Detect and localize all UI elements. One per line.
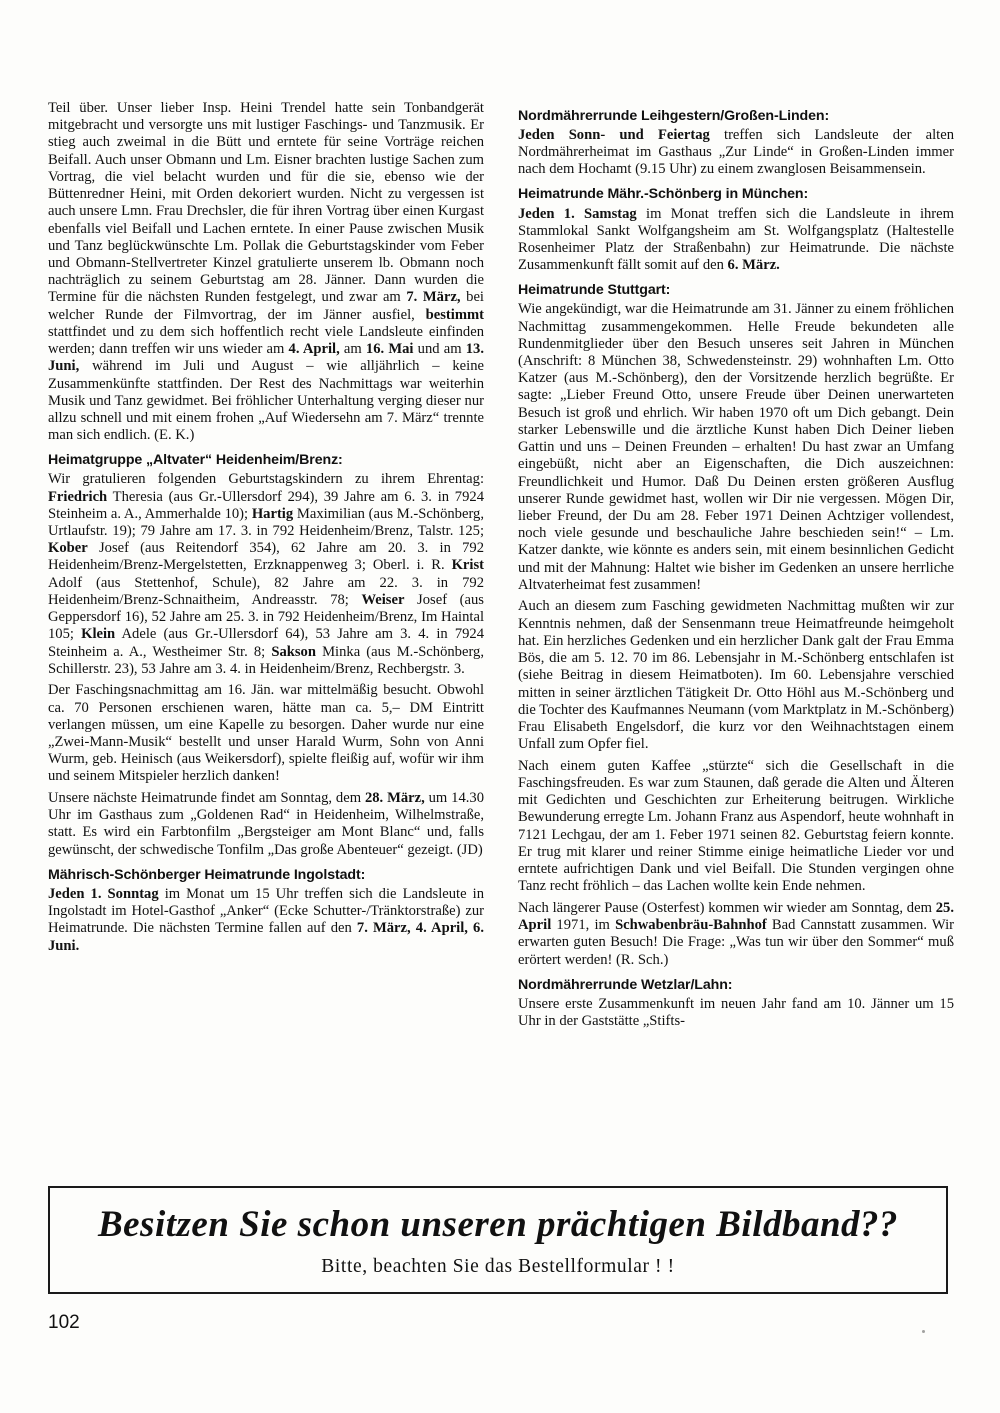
right-column — [518, 100, 954, 1035]
section-heading: Heimatrunde Stuttgart: — [518, 282, 671, 299]
section-heading: Heimatrunde Mähr.-Schönberg in München: — [518, 186, 809, 203]
body-paragraph: Jeden 1. Samstag im Monat treffen sich die Landsleute in ihrem Stammlokal Sankt Wolfgangsheim am St. Wolfgangsplatz (Haltestelle Rosenheimer Platz der Straßenbahn) zur Heimatrunde. Die nächste Zusammenkunft fällt somit auf den 6. März. — [518, 205, 954, 274]
body-paragraph: Teil über. Unser lieber Insp. Heini Trendel hatte sein Tonbandgerät mitgebracht und versorgte uns mit lustiger Faschings- und Tanzmusik. Er stieg auch zweimal in die Bütt und erntete für seine Vorträge reichen Beifall. Auch unser Obmann und Lm. Eisner brachten lustige Sachen zum Vortrag, die viel belacht wurden und für die sie, ebenso wie der Büttenredner Heini, mit Orden dekoriert wurden. Nicht zu vergessen ist auch unsere Lmn. Frau Drechsler, die für ihren Vortrag über einen Kurgast ebenfalls viel Beifall und Lachen erntete. In einer Pause zwischen Musik und Tanz beglückwünschte Lm. Pollak die Geburtstagskinder vom Feber und Obmann-Stellvertreter Kinzel gratulierte unserem lb. Obmann noch nachträglich zu seinem Geburtstag am 28. Jänner. Dann wurden die Termine für die nächsten Runden festgelegt, und zwar am 7. März, bei welcher Runde der Filmvortrag, der im Jänner ausfiel, bestimmt stattfindet und zu dem sich hoffentlich recht viele Landsleute einfinden werden; dann treffen wir uns wieder am 4. April, am 16. Mai und am 13. Juni, während im Juli und August – wie alljährlich – keine Zusammenkünfte stattfinden. Der Rest des Nachmittags war weiterhin Musik und Tanz gewidmet. Bei fröhlicher Unterhaltung verging dieser nur allzu schnell und mit einem frohen „Auf Wiedersehn am 7. März“ trennte man sich endlich. (E. K.) — [48, 100, 484, 444]
body-paragraph: Nach einem guten Kaffee „stürzte“ sich die Gesellschaft in die Faschingsfreuden. Es war zum Staunen, daß gerade die Alten und Älteren mit Gedichten und Geschichten zur Erheiterung beitrugen. Wirkliche Bewunderung erregte Lm. Johann Franz aus Aspendorf, heute wohnhaft in 7121 Lechgau, der am 1. Feber 1971 seinen 82. Geburtstag feiern konnte. Er trug mit klarer und reiner Stimme einige heimatliche Lieder vor und erntete aufrichtigen Dank und viel Beifall. Die Stunden vergingen ohne Tanz recht fröhlich – das Lachen wollte kein Ende nehmen. — [518, 757, 954, 895]
banner-title: Besitzen Sie schon unseren prächtigen Bildband?? — [97, 1203, 899, 1245]
body-paragraph: Nach längerer Pause (Osterfest) kommen wir wieder am Sonntag, dem 25. April 1971, im Schwabenbräu-Bahnhof Bad Cannstatt zusammen. Wir erwarten guten Besuch! Die Frage: „Was tun wir über den Sommer“ muß erörtert werden! (R. Sch.) — [518, 899, 955, 968]
speck-mark — [922, 1330, 925, 1333]
body-paragraph: Der Faschingsnachmittag am 16. Jän. war mittelmäßig besucht. Obwohl ca. 70 Personen erschienen waren, hätte man ca. 5,– DM Eintritt verlangen müssen, um eine Kapelle zu besorgen. Daher wurde nur eine „Zwei-Mann-Musik“ bestellt und unser Harald Wurm, Sohn von Anni Wurm, geb. Heinisch (aus Weikersdorf), spielte fleißig auf, wofür wir ihm und seinem Mitspieler herzlich danken! — [48, 682, 484, 785]
body-paragraph: Unsere erste Zusammenkunft im neuen Jahr fand am 10. Jänner um 15 Uhr in der Gaststätte „Stifts- — [518, 995, 954, 1029]
body-paragraph: Jeden 1. Sonntag im Monat um 15 Uhr treffen sich die Landsleute in Ingolstadt im Hotel-Gasthof „Anker“ (Ecke Schutter-/Tränktorstraße) zur Heimatrunde. Die nächsten Termine fallen auf den 7. März, 4. April, 6. Juni. — [48, 885, 484, 954]
body-paragraph: Auch an diesem zum Fasching gewidmeten Nachmittag mußten wir zur Kenntnis nehmen, daß der Sensenmann treue Heimatfreunde heimgeholt hat. Ein herzliches Gedenken und ein herzlicher Dank galt der Frau Emma Bös, die am 5. 12. 70 im 86. Lebensjahr in M.-Schönberg entschlafen ist (siehe Beitrag in diesem Heimatboten). Im 60. Lebensjahre verschied mitten in seiner ärztlichen Tätigkeit Dr. Otto Höhl aus M.-Schönberg und die Tochter des Kaufmannes Neumann (vom Marktplatz in M.-Schönberg) Frau Elisabeth Engelsdorf, die kurz vor den Weihnachtstagen einem Unfall zum Opfer fiel. — [518, 598, 954, 753]
section-heading: Nordmährerrunde Leihgestern/Großen-Linden: — [518, 107, 830, 124]
advertisement-banner — [48, 1186, 948, 1294]
section-heading: Nordmährerrunde Wetzlar/Lahn: — [518, 976, 733, 993]
article-columns — [48, 100, 954, 1035]
body-paragraph: Wir gratulieren folgenden Geburtstagskindern zu ihrem Ehrentag: Friedrich Theresia (aus Gr.-Ullersdorf 294), 39 Jahre am 6. 3. in 7924 Steinheim a. A., Ammerhalde 10); Hartig Maximilian (aus M.-Schönberg, Urtlaufstr. 19); 79 Jahre am 17. 3. in 792 Heidenheim/Brenz, Talstr. 125; Kober Josef (aus Reitendorf 354), 62 Jahre am 20. 3. in 792 Heidenheim/Brenz-Mergelstetten, Erzknappenweg 3; Oberl. i. R. Krist Adolf (aus Stettenhof, Schule), 82 Jahre am 22. 3. in 792 Heidenheim/Brenz-Schnaitheim, Andreasstr. 78; Weiser Josef (aus Geppersdorf 16), 52 Jahre am 25. 3. in 792 Heidenheim/Brenz, Im Haintal 105; Klein Adele (aus Gr.-Ullersdorf 64), 53 Jahre am 3. 4. in 7924 Steinheim a. A., Westheimer Str. 8; Sakson Minka (aus M.-Schönberg, Schillerstr. 23), 53 Jahre am 3. 4. in Heidenheim/Brenz, Rechbergstr. 3. — [48, 471, 485, 677]
section-heading: Heimatgruppe „Altvater“ Heidenheim/Brenz: — [48, 452, 343, 469]
body-paragraph: Wie angekündigt, war die Heimatrunde am 31. Jänner zu einem fröhlichen Nachmittag zusammengekommen. Helle Freude bekundeten alle Rundenmitglieder über den Besuch unseres seit Jahren in München (Anschrift: 8 München 38, Schwedensteinstr. 29) wohnhaften Lm. Otto Katzer (aus M.-Schönberg), den der Vorsitzende herzlich begrüßte. Er sagte: „Lieber Freund Otto, unsere Freude über Deinen unerwarteten Besuch ist groß und ehrlich. Wir haben 1970 oft um Dich gebangt. Dein starker Lebenswille und die ärztliche Kunst haben Dich Deiner lieben Gattin und uns – Deinen Freunden – erhalten! Du hast zwar an Umfang eingebüßt, nicht aber an Eigenschaften, die Dich auszeichnen: Freundlichkeit und Humor. Daß Du Deinen ersten größeren Ausflug unserer Runde gewidmet hast, wollen wir Dir nie vergessen. Mögen Dir, lieber Freund, der Du am 28. Feber 1971 Deinen Achtziger vollendest, noch viele gesunde und beschauliche Jahre beschieden sein!“ – Lm. Katzer dankte, wie könnte es anders sein, mit einem besinnlichen Gedicht und mit der Mahnung: Haltet wie bisher im Gedenken an unsere herrliche Altvaterheimat fest zusammen! — [518, 301, 954, 593]
section-heading: Mährisch-Schönberger Heimatrunde Ingolstadt: — [48, 866, 366, 883]
body-paragraph: Jeden Sonn- und Feiertag treffen sich Landsleute der alten Nordmährerheimat im Gasthaus „Zur Linde“ in Großen-Linden immer nach dem Hochamt (9.15 Uhr) zu einem zwanglosen Beisammensein. — [518, 126, 954, 178]
body-paragraph: Unsere nächste Heimatrunde findet am Sonntag, dem 28. März, um 14.30 Uhr im Gasthaus zum „Goldenen Rad“ in Heidenheim, Wilhelmstraße, statt. Es wird ein Farbtonfilm „Bergsteiger am Mont Blanc“ und, falls gewünscht, der schwedische Tonfilm „Das große Abenteuer“ gezeigt. (JD) — [48, 790, 484, 858]
page-number: 102 — [48, 1312, 80, 1333]
banner-subtitle: Bitte, beachten Sie das Bestellformular ! ! — [321, 1255, 675, 1277]
left-column — [48, 100, 484, 1035]
